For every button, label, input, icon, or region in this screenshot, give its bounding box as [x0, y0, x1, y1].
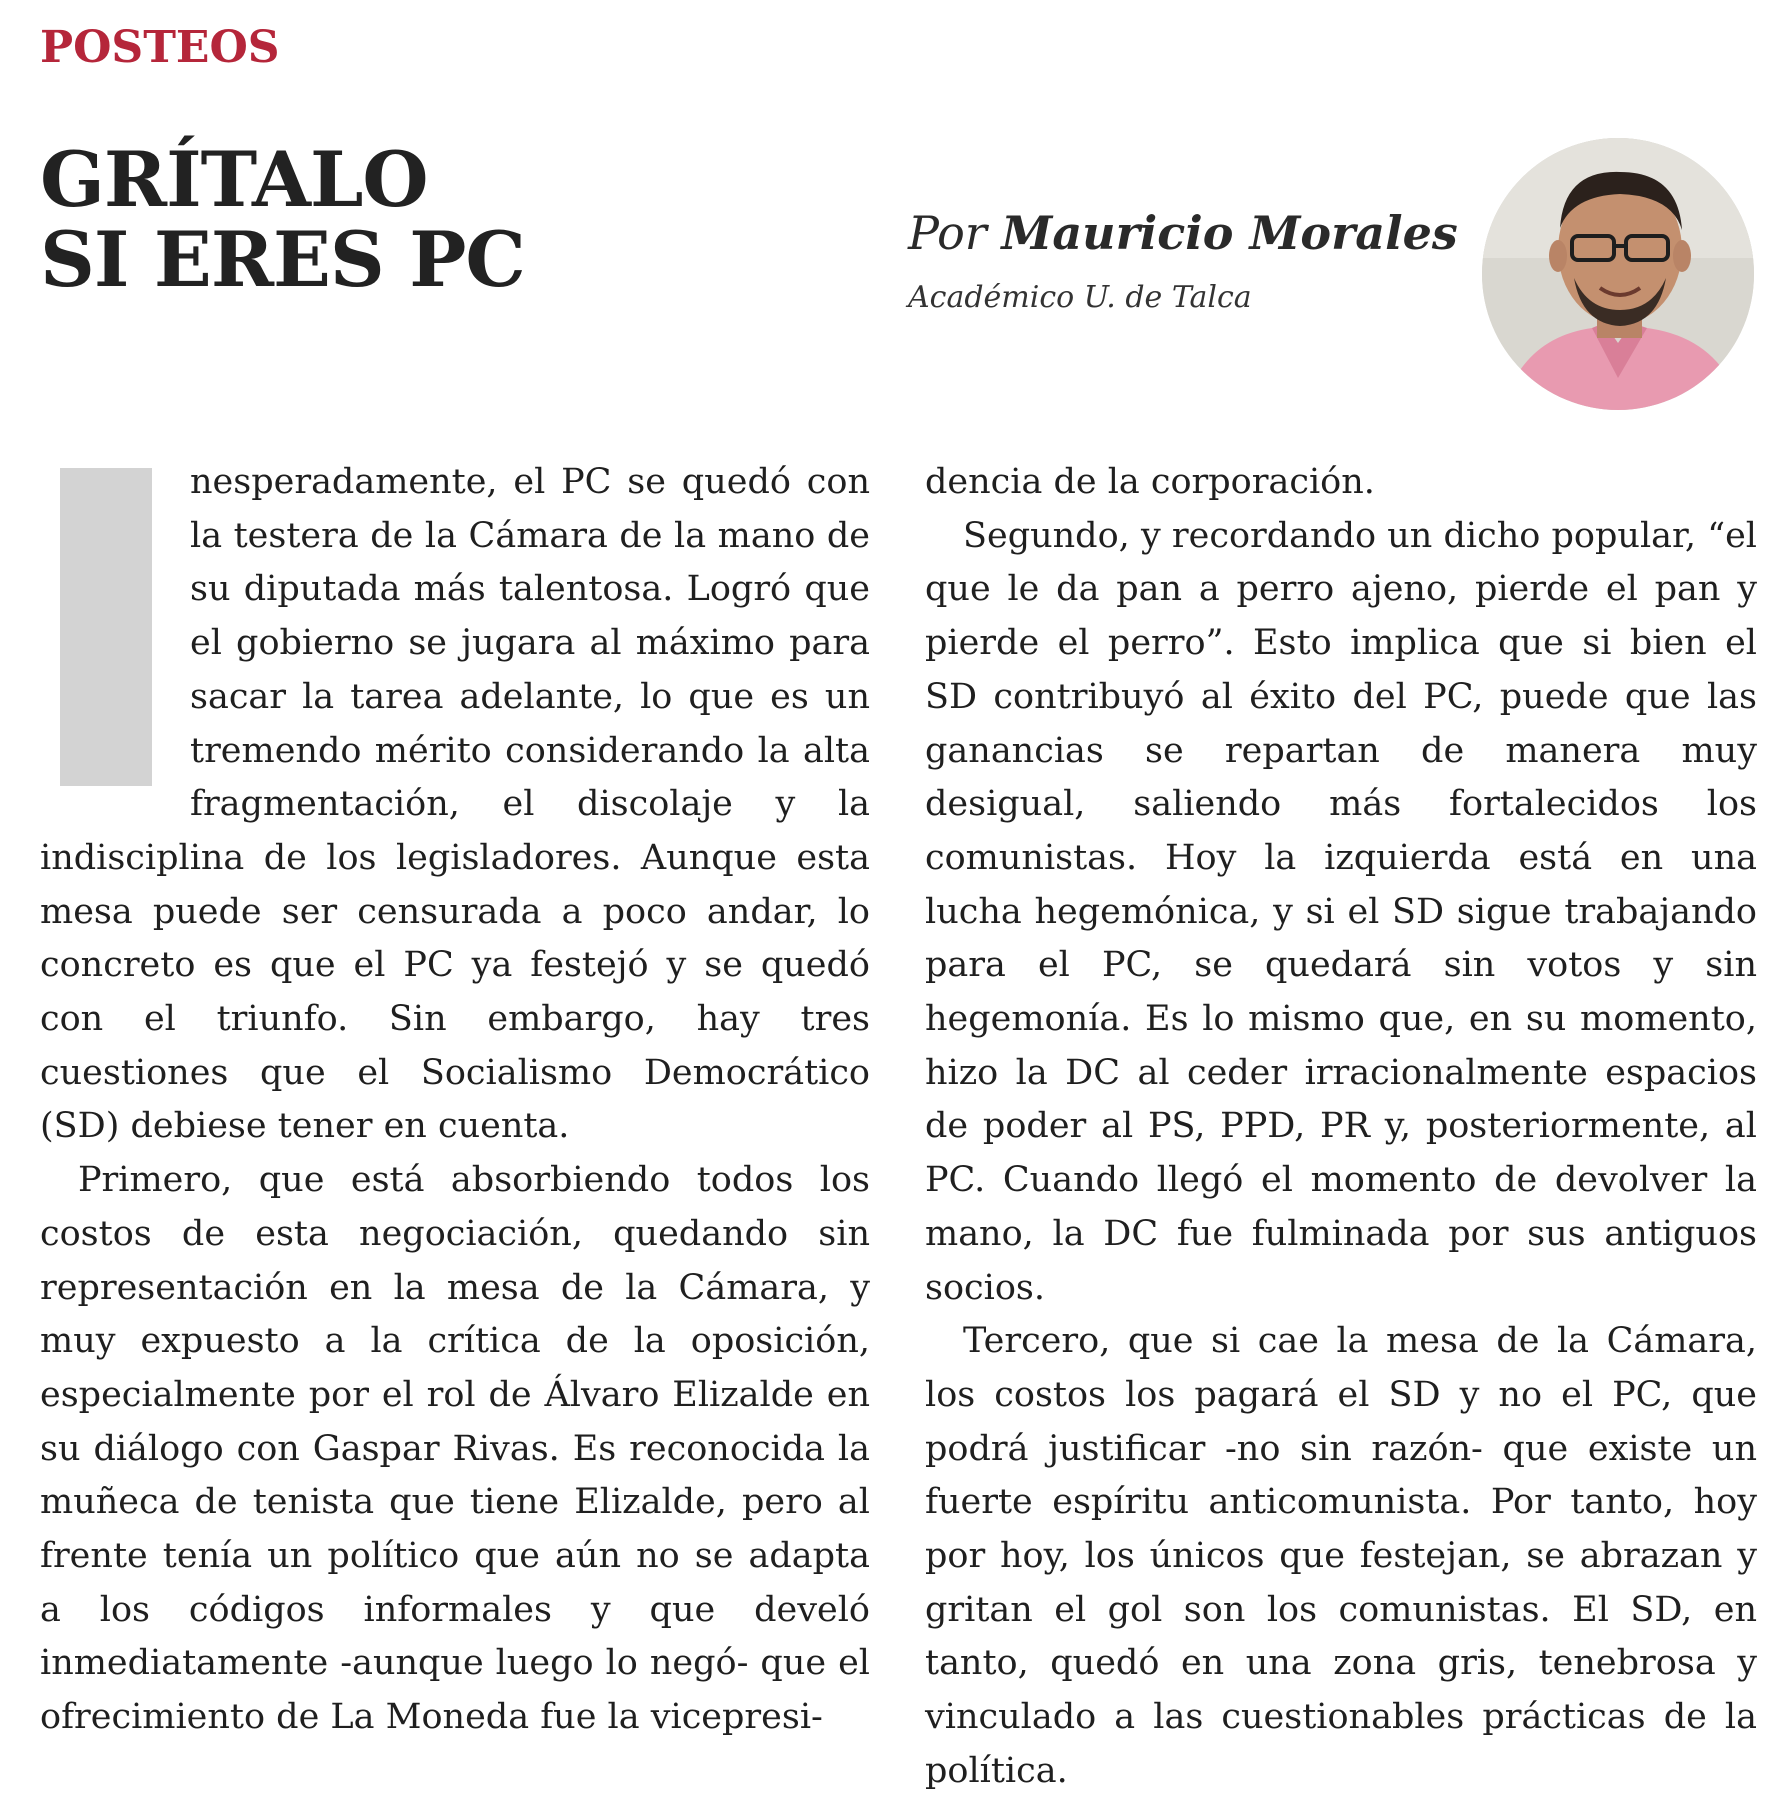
article-paragraph [40, 456, 870, 1154]
headline-line-2: SI ERES PC [40, 215, 525, 304]
article-column-left [40, 456, 870, 1745]
article-paragraph: Primero, que está absorbiendo todos los costos de esta negociación, quedando sin representación en la mesa de la Cámara, y muy expuesto a la crítica de la oposición, especialmente por el rol de Álvaro Elizalde en su diálogo con Gaspar Rivas. Es reconocida la muñeca de tenista que tiene Elizalde, pero al frente tenía un político que aún no se adapta a los códigos informales y que develó inmediatamente -aunque luego lo negó- que el ofrecimiento de La Moneda fue la vicepresi- [40, 1160, 870, 1738]
section-label: POSTEOS [40, 22, 280, 73]
drop-cap-block [60, 468, 152, 786]
article-paragraph: Tercero, que si cae la mesa de la Cámara, los costos los pagará el SD y no el PC, que podrá justificar -no sin razón- que existe un fuerte espíritu anticomunista. Por tanto, hoy por hoy, los únicos que festejan, se abrazan y gritan el gol son los comunistas. El SD, en tanto, quedó en una zona gris, tenebrosa y vinculado a las cuestionables prácticas de la política. [925, 1321, 1757, 1791]
paragraph-text: nesperadamente, el PC se quedó con la testera de la Cámara de la mano de su diputada más talentosa. Logró que el gobierno se jugara al máximo para sacar la tarea adelante, lo que es un tremendo mérito considerando la alta fragmentación, el discolaje y la indisciplina de los legisladores. Aunque esta mesa puede ser censurada a poco andar, lo concreto es que el PC ya festejó y se quedó con el triunfo. Sin embargo, hay tres cuestiones que el Socialismo Democrático (SD) debiese tener en cuenta. [40, 462, 870, 1147]
article-column-right [925, 456, 1757, 1799]
author-affiliation: Académico U. de Talca [908, 280, 1252, 315]
portrait-illustration [1482, 138, 1754, 410]
article-paragraph: Segundo, y recordando un dicho popular, “el que le da pan a perro ajeno, pierde el pan y pierde el perro”. Esto implica que si bien el SD contribuyó al éxito del PC, puede que las ganancias se repartan de manera muy desigual, saliendo más fortalecidos los comunistas. Hoy la izquierda está en una lucha hegemónica, y si el SD sigue trabajando para el PC, se quedará sin votos y sin hegemonía. Es lo mismo que, en su momento, hizo la DC al ceder irracionalmente espacios de poder al PS, PPD, PR y, posteriormente, al PC. Cuando llegó el momento de devolver la mano, la DC fue fulminada por sus antiguos socios. [925, 515, 1757, 1308]
author-portrait [1482, 138, 1754, 410]
headline-line-1: GRÍTALO [40, 135, 428, 224]
byline [908, 205, 1458, 261]
headline [40, 135, 525, 304]
byline-prefix: Por [908, 206, 987, 260]
article-paragraph: dencia de la corporación. [925, 462, 1375, 502]
author-name: Mauricio Morales [1001, 206, 1458, 260]
